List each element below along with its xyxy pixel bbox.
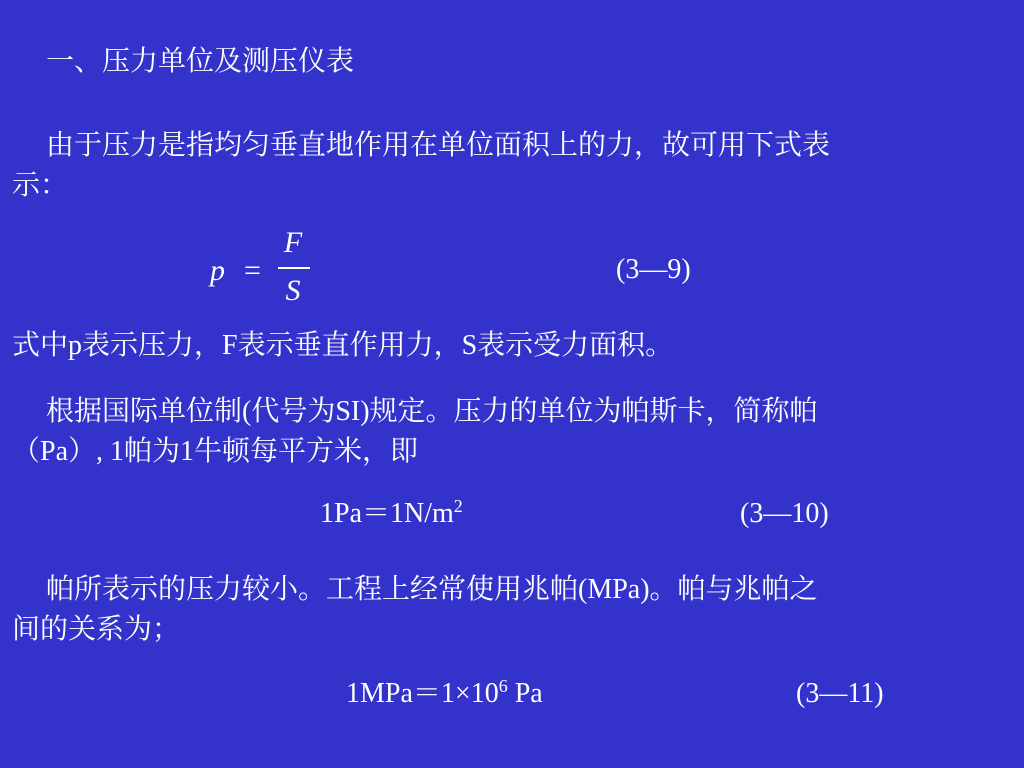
formula-denominator: S xyxy=(285,274,301,307)
paragraph-4-line-2: 间的关系为； xyxy=(12,614,181,645)
megapascal-formula xyxy=(346,676,543,712)
pascal-definition-formula xyxy=(320,496,463,532)
equation-number-3-10: (3—10) xyxy=(740,498,829,529)
formula2-superscript: 2 xyxy=(453,496,463,516)
formula2-main: 1Pa＝1N/m xyxy=(320,498,454,529)
paragraph-1-line-2: 示： xyxy=(12,170,69,201)
equation-number-3-11: (3—11) xyxy=(796,678,884,709)
formula3-main: 1MPa＝1×10 xyxy=(346,678,499,709)
formula-numerator: F xyxy=(283,226,303,259)
formula3-superscript: 6 xyxy=(498,676,508,696)
paragraph-1-line-1: 由于压力是指均匀垂直地作用在单位面积上的力，故可用下式表 xyxy=(46,130,831,161)
paragraph-3-line-2: （Pa）, 1帕为1牛顿每平方米，即 xyxy=(12,436,419,467)
formula3-unit: Pa xyxy=(507,678,543,709)
formula-lhs: p xyxy=(210,254,225,287)
paragraph-3-line-1: 根据国际单位制(代号为SI)规定。压力的单位为帕斯卡，简称帕 xyxy=(46,396,818,427)
paragraph-2: 式中p表示压力，F表示垂直作用力，S表示受力面积。 xyxy=(12,330,674,361)
fraction-bar xyxy=(278,267,310,269)
formula-equals: = xyxy=(244,254,261,287)
equation-number-3-9: (3—9) xyxy=(616,254,691,285)
section-heading: 一、压力单位及测压仪表 xyxy=(46,46,355,77)
paragraph-4-line-1: 帕所表示的压力较小。工程上经常使用兆帕(MPa)。帕与兆帕之 xyxy=(46,574,818,605)
